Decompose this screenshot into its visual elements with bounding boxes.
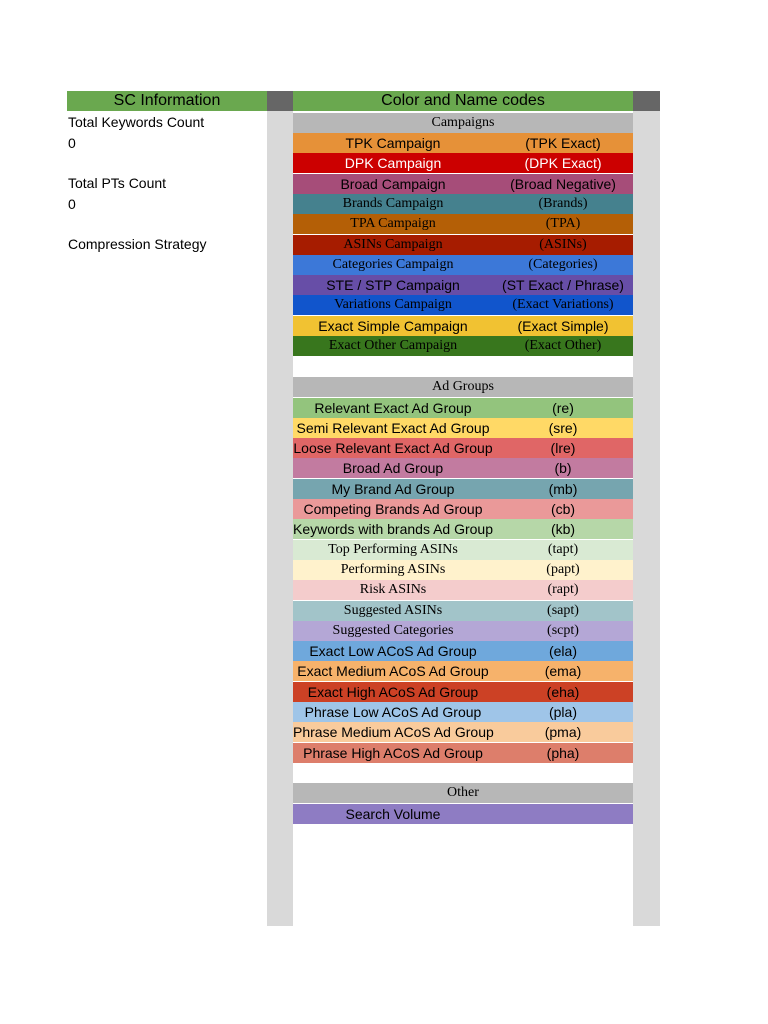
- campaign-name: Exact Simple Campaign: [318, 317, 468, 334]
- ad-group-name: Loose Relevant Exact Ad Group: [293, 440, 493, 457]
- ad-group-row: [293, 702, 633, 722]
- ad-group-code: (pma): [544, 724, 582, 741]
- ad-group-code: (re): [552, 399, 574, 416]
- campaign-code: (Exact Simple): [517, 317, 609, 334]
- ad-group-code: (rapt): [547, 582, 579, 598]
- compression-strategy-label: Compression Strategy: [68, 236, 207, 252]
- campaign-name: DPK Campaign: [344, 155, 442, 172]
- campaign-row: [293, 316, 633, 336]
- campaign-code: (ASINs): [539, 236, 587, 252]
- campaign-name: Broad Campaign: [340, 175, 446, 192]
- ad-group-row: [293, 398, 633, 418]
- ad-group-name: Exact Low ACoS Ad Group: [309, 643, 477, 660]
- campaign-code: (Exact Other): [524, 338, 602, 353]
- ad-group-code: (sapt): [547, 602, 579, 618]
- ad-group-row: [293, 540, 633, 560]
- ad-group-name: Top Performing ASINs: [328, 541, 458, 557]
- campaign-code: (TPA): [545, 216, 581, 232]
- campaign-code: (Categories): [528, 256, 598, 272]
- campaign-name: TPK Campaign: [345, 135, 441, 151]
- ad-groups-section-title: Ad Groups: [293, 377, 633, 397]
- ad-group-code: (b): [554, 460, 572, 477]
- ad-group-row: [293, 621, 633, 641]
- ad-group-name: Performing ASINs: [340, 561, 446, 577]
- ad-group-name: My Brand Ad Group: [331, 480, 455, 497]
- ad-group-row: [293, 641, 633, 661]
- ad-group-row: [293, 580, 633, 600]
- ad-group-row: [293, 458, 633, 478]
- separator-strip-left: [267, 111, 293, 926]
- ad-group-code: (scpt): [547, 622, 579, 638]
- ad-group-name: Relevant Exact Ad Group: [314, 399, 472, 416]
- campaign-row: [293, 214, 633, 234]
- other-section-title: Other: [293, 783, 633, 803]
- campaign-row: [293, 295, 633, 315]
- ad-group-row: [293, 743, 633, 763]
- ad-group-code: (papt): [546, 561, 580, 577]
- ad-group-row: [293, 661, 633, 681]
- total-keywords-value: 0: [68, 135, 76, 151]
- ad-group-row: [293, 418, 633, 438]
- total-pts-label: Total PTs Count: [68, 175, 167, 191]
- total-pts-value: 0: [68, 196, 76, 212]
- ad-group-code: (ema): [544, 663, 582, 680]
- total-keywords-label: Total Keywords Count: [68, 114, 205, 130]
- ad-group-name: Keywords with brands Ad Group: [293, 521, 493, 538]
- campaign-name: TPA Campaign: [350, 216, 436, 232]
- ad-group-code: (pha): [546, 744, 580, 761]
- color-codes-header-cap: [633, 91, 660, 111]
- ad-group-code: (eha): [546, 683, 580, 700]
- campaign-name: Variations Campaign: [334, 297, 452, 313]
- campaign-name: Brands Campaign: [342, 195, 444, 211]
- ad-group-code: (sre): [548, 419, 578, 436]
- campaign-row: [293, 174, 633, 194]
- ad-group-row: [293, 722, 633, 742]
- sc-information-header: SC Information: [67, 91, 267, 111]
- ad-group-code: (cb): [550, 501, 576, 517]
- ad-group-name: Suggested Categories: [332, 622, 454, 638]
- ad-group-code: (pla): [548, 704, 577, 720]
- campaign-code: (Exact Variations): [512, 297, 614, 313]
- separator-strip-right: [633, 111, 660, 926]
- ad-group-code: (tapt): [547, 541, 579, 557]
- ad-group-code: (mb): [548, 480, 578, 497]
- campaign-name: STE / STP Campaign: [326, 277, 460, 294]
- ad-group-row: [293, 499, 633, 519]
- ad-group-row: [293, 438, 633, 458]
- campaign-code: (Brands): [538, 195, 588, 211]
- ad-group-name: Risk ASINs: [359, 582, 427, 598]
- campaigns-section-title: Campaigns: [293, 113, 633, 133]
- ad-group-name: Phrase Medium ACoS Ad Group: [293, 724, 494, 741]
- ad-group-name: Exact High ACoS Ad Group: [307, 683, 479, 700]
- campaign-name: Categories Campaign: [332, 256, 454, 272]
- other-name: Search Volume: [345, 805, 441, 822]
- ad-group-name: Phrase High ACoS Ad Group: [303, 744, 483, 761]
- ad-group-row: [293, 682, 633, 702]
- campaign-row: [293, 153, 633, 173]
- color-codes-header: Color and Name codes: [293, 91, 633, 111]
- other-row: [293, 804, 633, 824]
- ad-group-name: Semi Relevant Exact Ad Group: [296, 419, 490, 436]
- campaign-row: [293, 275, 633, 295]
- campaign-code: (Broad Negative): [510, 175, 616, 192]
- campaign-row: [293, 235, 633, 255]
- ad-group-name: Broad Ad Group: [342, 460, 444, 477]
- ad-group-code: (ela): [548, 643, 577, 660]
- ad-group-row: [293, 560, 633, 580]
- campaign-name: Exact Other Campaign: [328, 338, 458, 353]
- campaign-row: [293, 255, 633, 275]
- campaign-row: [293, 194, 633, 214]
- campaign-name: ASINs Campaign: [343, 236, 443, 252]
- ad-group-name: Exact Medium ACoS Ad Group: [297, 663, 489, 680]
- ad-group-name: Phrase Low ACoS Ad Group: [304, 704, 482, 720]
- sc-header-cap: [267, 91, 293, 111]
- ad-group-name: Suggested ASINs: [343, 602, 443, 618]
- ad-group-row: [293, 519, 633, 539]
- ad-group-code: (lre): [550, 440, 576, 457]
- ad-group-name: Competing Brands Ad Group: [303, 501, 483, 517]
- ad-group-code: (kb): [550, 521, 576, 538]
- ad-group-row: [293, 601, 633, 621]
- campaign-row: [293, 336, 633, 356]
- ad-group-row: [293, 479, 633, 499]
- campaign-code: (DPK Exact): [524, 155, 602, 172]
- campaign-row: [293, 133, 633, 153]
- campaign-code: (TPK Exact): [525, 135, 601, 151]
- campaign-code: (ST Exact / Phrase): [502, 277, 624, 294]
